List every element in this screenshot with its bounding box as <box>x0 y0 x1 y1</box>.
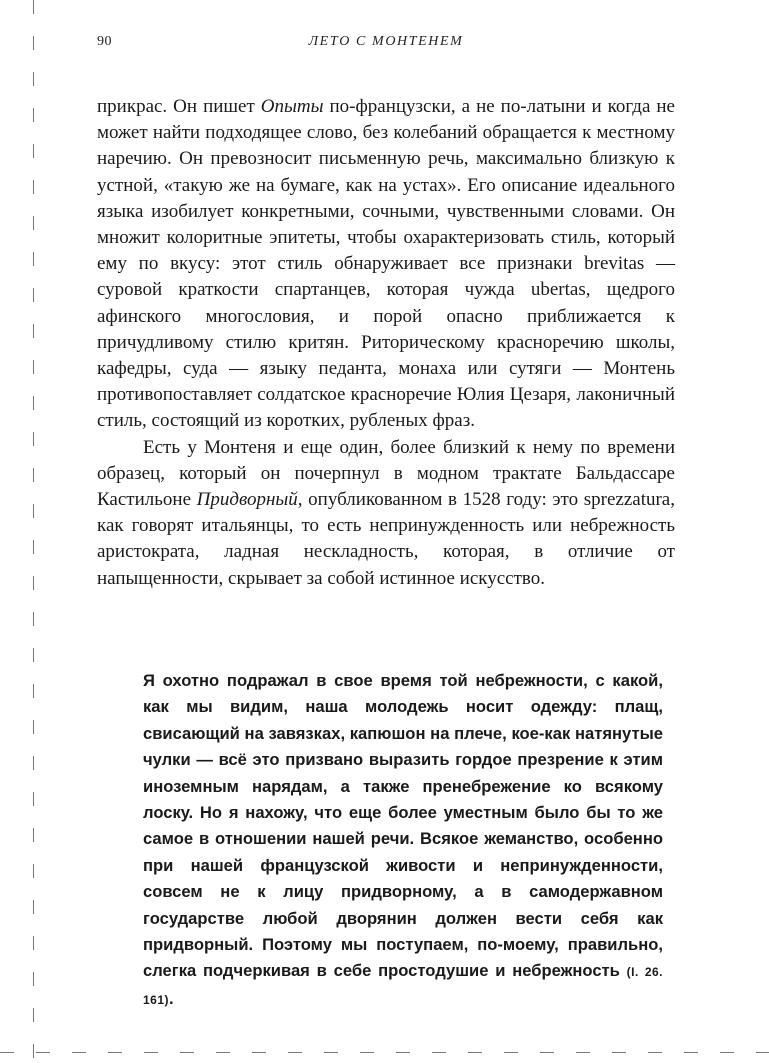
main-text <box>97 94 675 592</box>
crop-mark-bottom <box>0 1052 769 1053</box>
paragraph-2-part-c: , опубликованном в 1528 году: это sprezzatura, как говорят итальянцы, то есть непринужденность или небрежность аристократа, ладная нескладность, которая, в отличие от напыщенности, скрывает за собой истинное искусство. <box>97 489 675 589</box>
paragraph-2 <box>97 435 675 592</box>
page-header <box>97 34 675 54</box>
paragraph-2-part-a: Есть у Монтеня и еще один, более близкий к нему по времени образец, который он почерпнул в модном трактате Бальдассаре Кастильоне <box>97 436 675 511</box>
quote-end: . <box>169 988 174 1008</box>
running-title: ЛЕТО С МОНТЕНЕМ <box>308 34 464 49</box>
paragraph-1 <box>97 94 675 435</box>
paragraph-1-part-c: по-французски, а не по-латыни и когда не может найти подходящее слово, без колебаний обращается к местному наречию. Он превозносит письменную речь, максимально близкую к устной, «такую же на бумаге, как на устах». Его описание идеального языка изобилует конкретными, сочными, чувственными словами. Он множит колоритные эпитеты, чтобы охарактеризовать стиль, который ему по вкусу: этот стиль обнаруживает все признаки brevitas — суровой краткости спартанцев, которая чужда ubertas, щедрого афинского многословия, и порой опасно приближается к причудливому стилю критян. Риторическому красноречию школы, кафедры, суда — языку педанта, монаха или сутяги — Монтень противопоставляет солдатское красноречие Юлия Цезаря, лаконичный стиль, состоящий из коротких, рубленых фраз. <box>97 96 675 432</box>
book-title-courtier: Придворный <box>196 489 298 511</box>
quote-reference: (I. 26. 161) <box>143 965 663 1007</box>
book-title-essays: Опыты <box>260 96 324 117</box>
paragraph-1-part-a: прикрас. Он пишет <box>97 96 261 117</box>
quote-text: Я охотно подражал в свое время той небрежности, с какой, как мы видим, наша молодежь носит одежду: плащ, свисающий на завязках, капюшон на плече, кое-как натянутые чулки — всё это призвано выразить гордое презрение к этим иноземным нарядам, а также пренебрежение ко всякому лоску. Но я нахожу, что еще более уместным было бы то же самое в отношении нашей речи. Всякое жеманство, особенно при нашей французской живости и непринужденности, совсем не к лицу придворному, а в самодержавном государстве любой дворянин должен вести себя как придворный. Поэтому мы поступаем, по-моему, правильно, слегка подчеркивая в себе простодушие и небрежность <box>143 671 663 981</box>
block-quote <box>143 668 663 1013</box>
page-number: 90 <box>97 34 112 49</box>
crop-mark-left <box>33 0 34 1063</box>
